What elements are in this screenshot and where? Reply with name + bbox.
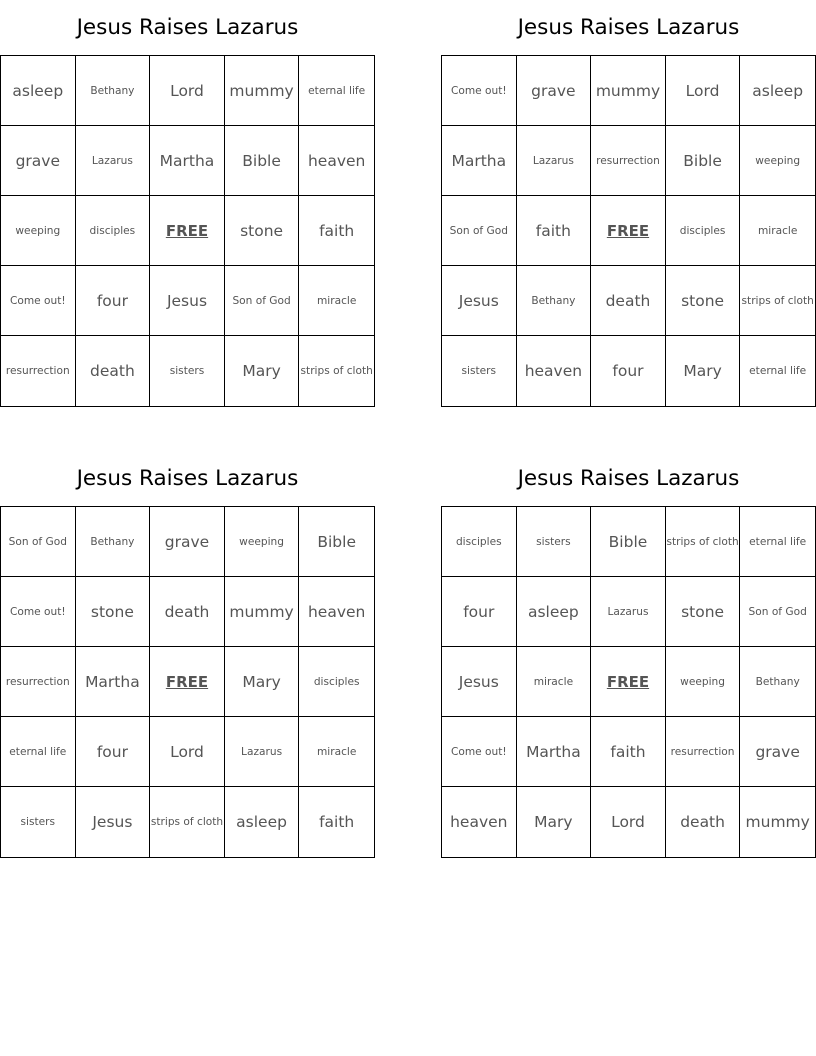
bingo-cell: Bethany [76,56,151,126]
bingo-cell: faith [517,196,592,266]
bingo-cell: eternal life [1,717,76,787]
bingo-cell: Mary [225,647,300,717]
bingo-cell: Lord [591,787,666,857]
bingo-cell: weeping [740,126,815,196]
bingo-cell: death [591,266,666,336]
bingo-cell: Mary [225,336,300,406]
bingo-cell: heaven [299,577,374,647]
free-space: FREE [591,647,666,717]
bingo-cell: Come out! [1,577,76,647]
bingo-cell: asleep [225,787,300,857]
bingo-cell: grave [517,56,592,126]
bingo-cell: Son of God [740,577,815,647]
bingo-cell: Lord [666,56,741,126]
bingo-cell: Mary [517,787,592,857]
bingo-cell: four [76,717,151,787]
bingo-cell: Bethany [740,647,815,717]
bingo-cell: Son of God [225,266,300,336]
bingo-cell: mummy [225,56,300,126]
bingo-cell: miracle [517,647,592,717]
card-title: Jesus Raises Lazarus [76,466,299,491]
bingo-grid [441,506,816,858]
bingo-cell: Come out! [442,56,517,126]
bingo-cell: Martha [442,126,517,196]
bingo-cell: mummy [591,56,666,126]
bingo-cell: death [76,336,151,406]
bingo-cell: strips of cloth [740,266,815,336]
card-title: Jesus Raises Lazarus [517,15,740,40]
bingo-cell: strips of cloth [666,507,741,577]
bingo-cell: sisters [517,507,592,577]
bingo-cell: stone [666,266,741,336]
bingo-cell: mummy [745,813,810,831]
bingo-cell: Martha [517,717,592,787]
bingo-cell: Jesus [442,647,517,717]
free-space: FREE [150,647,225,717]
bingo-cell: asleep [740,56,815,126]
bingo-cell: four [591,336,666,406]
bingo-cell: Bible [225,126,300,196]
bingo-cell: Martha [76,647,151,717]
bingo-grid [0,506,375,858]
bingo-cell: asleep [1,56,76,126]
bingo-cell: eternal life [299,56,374,126]
bingo-cell: faith [299,196,374,266]
bingo-cell: Bible [666,126,741,196]
bingo-cell: disciples [299,647,374,717]
bingo-cell: four [76,266,151,336]
bingo-cell: sisters [1,787,76,857]
bingo-cell: stone [76,577,151,647]
bingo-cell: sisters [442,336,517,406]
bingo-card-1 [0,0,375,407]
free-space: FREE [150,196,225,266]
free-space: FREE [591,196,666,266]
bingo-cell: Jesus [442,266,517,336]
bingo-cell: Bible [299,507,374,577]
bingo-cell: sisters [150,336,225,406]
bingo-cell: heaven [442,787,517,857]
bingo-cell: resurrection [666,717,741,787]
bingo-cell: Lazarus [225,717,300,787]
bingo-grid [0,55,375,407]
bingo-cell: Martha [150,126,225,196]
bingo-cell: miracle [740,196,815,266]
bingo-cell: Jesus [150,266,225,336]
bingo-cell: stone [225,196,300,266]
bingo-cell: weeping [666,647,741,717]
bingo-cell: grave [150,507,225,577]
bingo-cell: Lazarus [76,126,151,196]
bingo-cell: faith [319,813,355,831]
bingo-cell: strips of cloth [150,787,225,857]
bingo-card-2 [441,0,816,407]
bingo-cell: Come out! [1,266,76,336]
bingo-cell: Lord [150,56,225,126]
bingo-cell: four [442,577,517,647]
bingo-cell: grave [740,717,815,787]
bingo-cell: miracle [299,717,374,787]
card-title: Jesus Raises Lazarus [76,15,299,40]
bingo-grid [441,55,816,407]
bingo-cell: death [666,787,741,857]
bingo-cell: asleep [517,577,592,647]
bingo-cell: Come out! [442,717,517,787]
bingo-cell: resurrection [1,647,76,717]
bingo-card-3 [0,451,375,858]
bingo-cell: faith [591,717,666,787]
bingo-cell: Bethany [76,507,151,577]
bingo-cell: weeping [1,196,76,266]
bingo-cell: Bethany [517,266,592,336]
bingo-cell: disciples [76,196,151,266]
bingo-cell: strips of cloth [300,365,373,377]
bingo-cell: disciples [666,196,741,266]
bingo-cell: mummy [225,577,300,647]
bingo-cell: death [150,577,225,647]
bingo-cell: Lazarus [517,126,592,196]
bingo-cell: eternal life [740,507,815,577]
bingo-cell: Son of God [1,507,76,577]
bingo-cell: heaven [517,336,592,406]
bingo-cell: eternal life [749,365,807,377]
bingo-cell: weeping [225,507,300,577]
bingo-cell: Lord [150,717,225,787]
bingo-cell: grave [1,126,76,196]
bingo-cell: Mary [666,336,741,406]
bingo-cell: Jesus [76,787,151,857]
bingo-card-4 [441,451,816,858]
bingo-cell: stone [666,577,741,647]
bingo-cell: miracle [299,266,374,336]
bingo-cell: Lazarus [591,577,666,647]
bingo-cell: heaven [299,126,374,196]
bingo-cell: disciples [442,507,517,577]
bingo-cell: Bible [591,507,666,577]
bingo-cell: Son of God [442,196,517,266]
card-title: Jesus Raises Lazarus [517,466,740,491]
bingo-cell: resurrection [1,336,76,406]
bingo-cell: resurrection [591,126,666,196]
